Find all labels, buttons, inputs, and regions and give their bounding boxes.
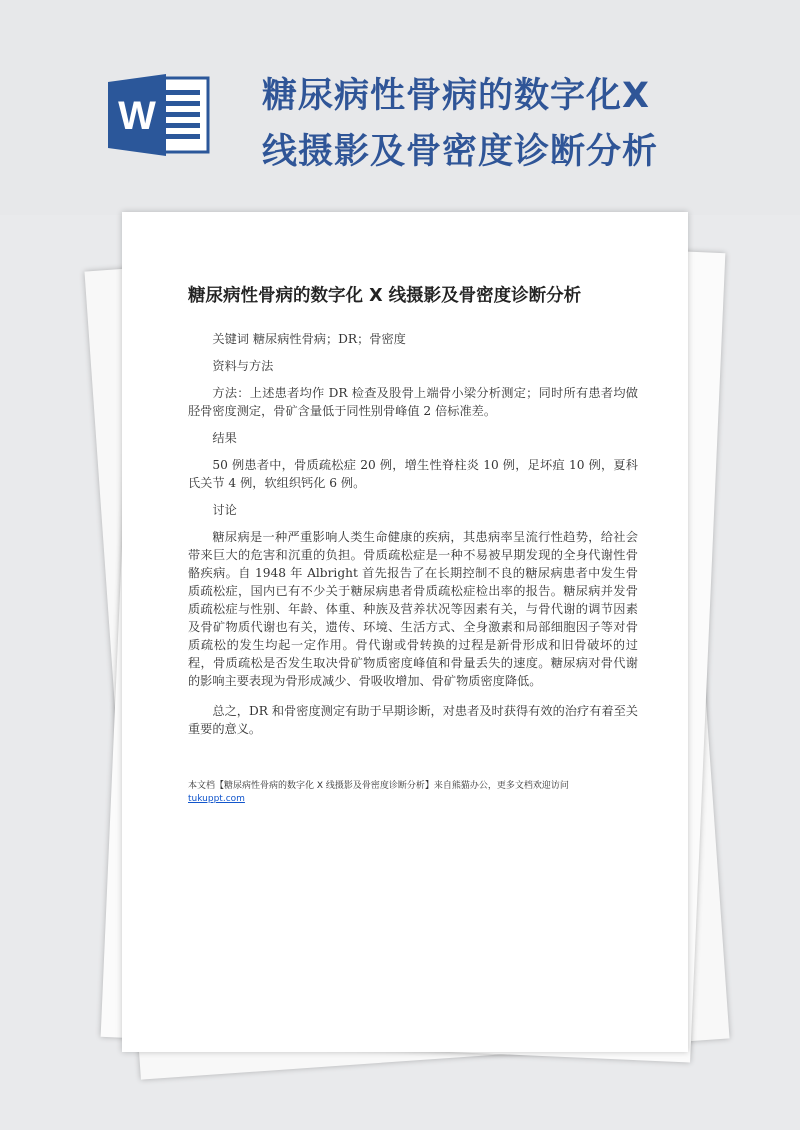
header-banner bbox=[0, 0, 800, 215]
document-body bbox=[188, 330, 638, 738]
document-heading: 糖尿病性骨病的数字化X线摄影及骨密度诊断分析 bbox=[262, 76, 659, 172]
results-paragraph: 50 例患者中，骨质疏松症 20 例，增生性脊柱炎 10 例，足坏疽 10 例，夏科氏关节 4 例，软组织钙化 6 例。 bbox=[188, 458, 638, 490]
discussion-paragraph: 糖尿病是一种严重影响人类生命健康的疾病，其患病率呈流行性趋势，给社会带来巨大的危害和沉重的负担。骨质疏松症是一种不易被早期发现的全身代谢性骨骼疾病。自 1948 年 Albright 首先报告了在长期控制不良的糖尿病患者中发生骨质疏松症，国内已有不少关于糖尿病患者骨质疏松症检出率的报告。糖尿病并发骨质疏松症与性别、年龄、体重、种族及营养状况等因素有关，与骨代谢的调节因素及骨矿物质代谢也有关，遗传、环境、生活方式、全身激素和局部细胞因子等对骨质疏松的发生均起一定作用。骨代谢或骨转换的过程是新骨形成和旧骨破坏的过程，骨质疏松是否发生取决骨矿物质密度峰值和骨量丢失的速度。糖尿病对骨代谢的影响主要表现为骨形成减少、骨吸收增加、骨矿物质密度降低。 bbox=[188, 530, 638, 688]
svg-text:W: W bbox=[118, 94, 156, 138]
section-heading-materials: 资料与方法 bbox=[212, 359, 274, 373]
footer-text: 本文档【糖尿病性骨病的数字化 X 线摄影及骨密度诊断分析】来自熊猫办公，更多文档欢迎访问 bbox=[188, 781, 569, 791]
methods-paragraph: 方法：上述患者均作 DR 检查及股骨上端骨小梁分析测定；同时所有患者均做胫骨密度测定，骨矿含量低于同性别骨峰值 2 倍标准差。 bbox=[188, 386, 638, 418]
keywords-line: 关键词 糖尿病性骨病；DR；骨密度 bbox=[212, 332, 406, 346]
document-page bbox=[122, 212, 688, 1052]
footer-note bbox=[188, 780, 638, 806]
section-heading-results: 结果 bbox=[212, 431, 237, 445]
footer-link[interactable]: tukuppt.com bbox=[188, 794, 245, 804]
section-heading-discussion: 讨论 bbox=[212, 503, 237, 517]
word-document-icon bbox=[108, 74, 212, 156]
conclusion-paragraph: 总之，DR 和骨密度测定有助于早期诊断，对患者及时获得有效的治疗有着至关重要的意义。 bbox=[188, 704, 638, 736]
page-title: 糖尿病性骨病的数字化 X 线摄影及骨密度诊断分析 bbox=[188, 286, 582, 306]
